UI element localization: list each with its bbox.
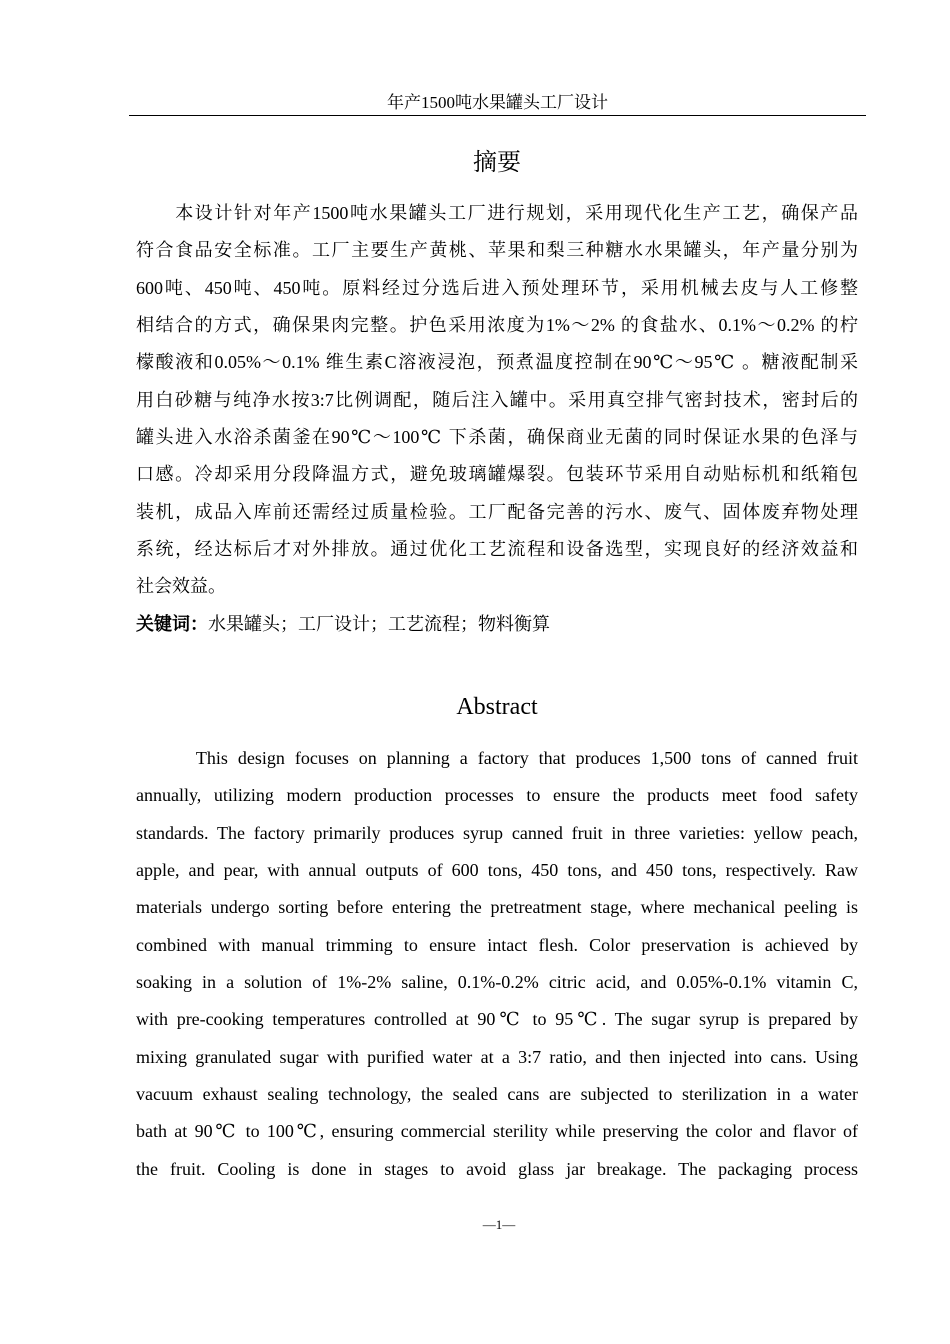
text-line: vacuum exhaust sealing technology, the sealed cans are subjected to sterilization in a water (136, 1084, 858, 1105)
text-line: with pre-cooking temperatures controlled at 90℃ to 95℃. The sugar syrup is prepared by (136, 1009, 858, 1030)
page-number: —1— (482, 1217, 516, 1232)
text-line: apple, and pear, with annual outputs of 600 tons, 450 tons, and 450 tons, respectively. Raw (136, 860, 858, 881)
header-divider (129, 115, 866, 116)
abstract-cn-heading: 摘要 (473, 150, 521, 176)
text-line: mixing granulated sugar with purified water at a 3:7 ratio, and then injected into cans. Using (136, 1046, 858, 1067)
text-line: 本设计针对年产1500吨水果罐头工厂进行规划，采用现代化生产工艺，确保产品 (136, 203, 858, 223)
text-line: 檬酸液和0.05%～0.1% 维生素C溶液浸泡，预煮温度控制在90℃～95℃ 。糖液配制采 (136, 352, 858, 373)
text-line: 系统，经达标后才对外排放。通过优化工艺流程和设备选型，实现良好的经济效益和 (136, 539, 858, 560)
text-line: 装机，成品入库前还需经过质量检验。工厂配备完善的污水、废气、固体废弃物处理 (136, 501, 858, 522)
text-line: This design focuses on planning a factory that produces 1,500 tons of canned fruit (136, 748, 858, 768)
abstract-en-body (136, 740, 858, 1188)
text-line: the fruit. Cooling is done in stages to avoid glass jar breakage. The packaging process (136, 1158, 858, 1179)
abstract-cn-body (136, 195, 858, 606)
keywords-text: 水果罐头；工厂设计；工艺流程；物料衡算 (208, 614, 550, 634)
text-line: 口感。冷却采用分段降温方式，避免玻璃罐爆裂。包装环节采用自动贴标机和纸箱包 (136, 464, 858, 485)
text-line: 相结合的方式，确保果肉完整。护色采用浓度为1%～2% 的食盐水、0.1%～0.2% 的柠 (136, 315, 858, 336)
text-line: bath at 90℃ to 100℃, ensuring commercial sterility while preserving the color and flavor of (136, 1121, 858, 1142)
text-line: 社会效益。 (136, 576, 226, 597)
abstract-en-heading: Abstract (456, 694, 538, 720)
keywords (136, 610, 550, 638)
text-line: 罐头进入水浴杀菌釜在90℃～100℃ 下杀菌，确保商业无菌的同时保证水果的色泽与 (136, 427, 858, 448)
text-line: soaking in a solution of 1%-2% saline, 0.1%-0.2% citric acid, and 0.05%-0.1% vitamin C, (136, 972, 858, 993)
text-line: 600吨、450吨、450吨。原料经过分选后进入预处理环节，采用机械去皮与人工修整 (136, 277, 858, 298)
text-line: materials undergo sorting before entering the pretreatment stage, where mechanical peeling is (136, 897, 858, 918)
text-line: standards. The factory primarily produces syrup canned fruit in three varieties: yellow peach, (136, 822, 858, 843)
text-line: 用白砂糖与纯净水按3:7比例调配，随后注入罐中。采用真空排气密封技术，密封后的 (136, 389, 858, 410)
keywords-label: 关键词： (136, 614, 208, 634)
text-line: combined with manual trimming to ensure intact flesh. Color preservation is achieved by (136, 934, 858, 955)
text-line: annually, utilizing modern production processes to ensure the products meet food safety (136, 785, 858, 806)
text-line: 符合食品安全标准。工厂主要生产黄桃、苹果和梨三种糖水水果罐头，年产量分别为 (136, 240, 858, 261)
running-header: 年产1500吨水果罐头工厂设计 (387, 93, 608, 112)
